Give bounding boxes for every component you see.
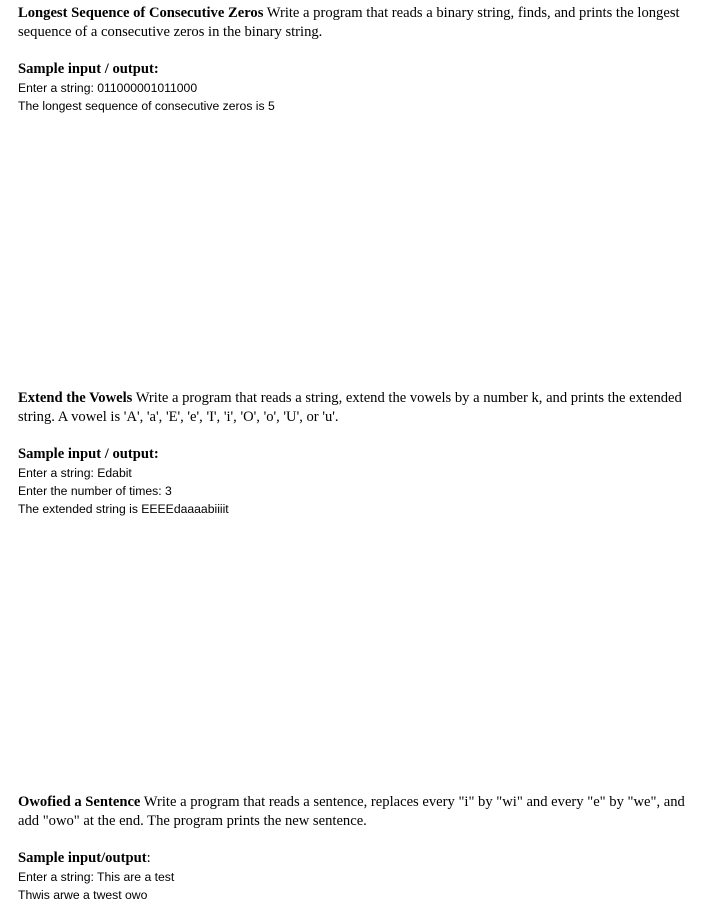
sample-io-line: Enter a string: Edabit — [18, 466, 132, 480]
problem-text: Write a program that reads a binary string, finds, and prints the longest sequence of a consecutive zeros in the binary string. — [18, 5, 680, 40]
problem-description — [18, 4, 698, 42]
problem-title: Owofied a Sentence — [18, 794, 141, 810]
sample-io-line: Thwis arwe a twest owo — [18, 888, 148, 902]
problem-longest-zeros — [18, 4, 698, 115]
sample-heading: Sample input / output: — [18, 446, 159, 462]
problem-extend-vowels — [18, 389, 698, 518]
problem-text: Write a program that reads a sentence, replaces every "i" by "wi" and every "e" by "we", and add "owo" at the end. The program prints the new sentence. — [18, 794, 685, 829]
problem-title: Longest Sequence of Consecutive Zeros — [18, 5, 264, 21]
problem-description — [18, 389, 698, 427]
problem-description — [18, 793, 698, 831]
problem-text: Write a program that reads a string, extend the vowels by a number k, and prints the extended string. A vowel is 'A', 'a', 'E', 'e', 'I', 'i', 'O', 'o', 'U', or 'u'. — [18, 390, 682, 425]
sample-heading: Sample input / output: — [18, 61, 159, 77]
sample-io-line: The extended string is EEEEdaaaabiiiit — [18, 502, 229, 516]
sample-io-line: Enter the number of times: 3 — [18, 484, 172, 498]
problem-title: Extend the Vowels — [18, 390, 133, 406]
sample-io-line: The longest sequence of consecutive zeros is 5 — [18, 99, 275, 113]
sample-io-line: Enter a string: This are a test — [18, 870, 175, 884]
problem-owofied-sentence — [18, 793, 698, 904]
sample-io-line: Enter a string: 011000001011000 — [18, 81, 198, 95]
sample-heading: Sample input/output: — [18, 850, 151, 866]
